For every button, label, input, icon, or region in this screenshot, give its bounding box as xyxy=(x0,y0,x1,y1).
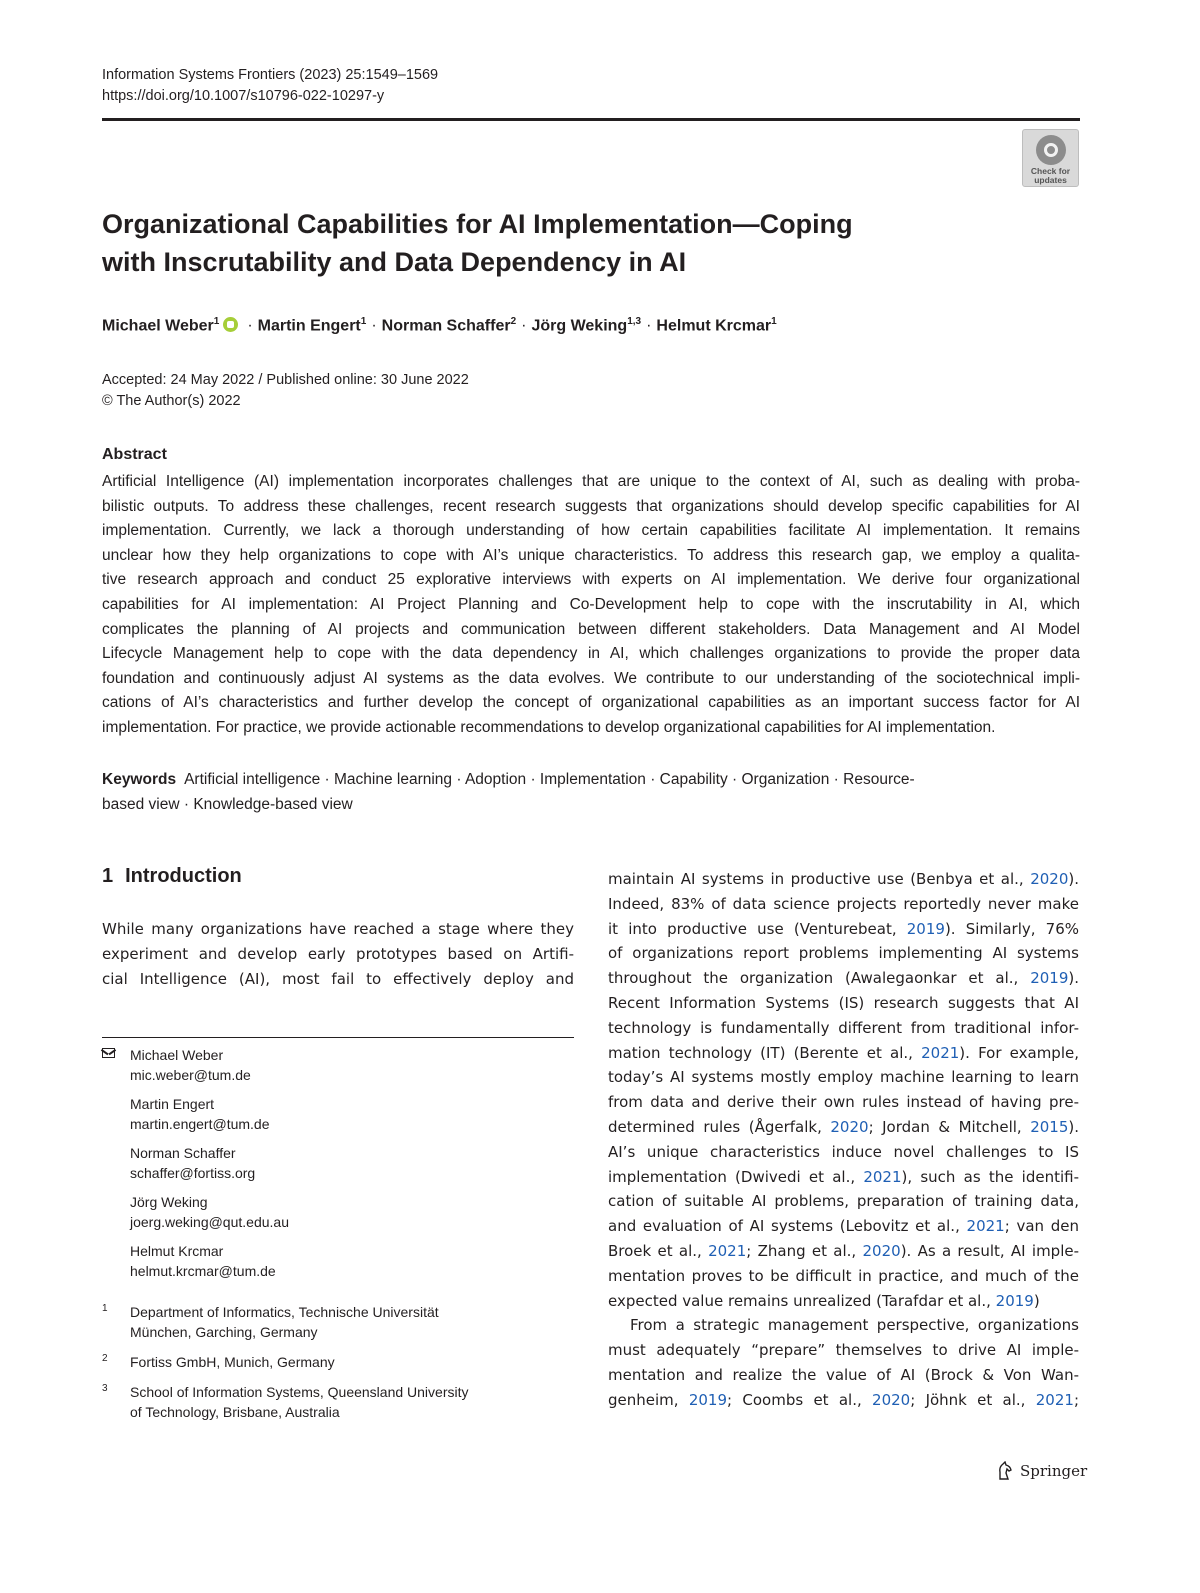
author-affiliation-mark: 1 xyxy=(213,316,220,327)
citation-year-link[interactable]: 2015 xyxy=(1030,1117,1069,1136)
citation-year-link[interactable]: 2020 xyxy=(1030,870,1069,888)
abstract-line: Lifecycle Management help to cope with the data dependency in AI, which challenges organizations to provide the proper data xyxy=(102,645,1080,663)
body-text-line: must adequately “prepare” themselves to drive AI imple- xyxy=(608,1341,1079,1360)
affiliations xyxy=(102,1302,574,1432)
abstract-line: implementation. For practice, we provide actionable recommendations to develop organizational capabilities for AI implementation. xyxy=(102,718,996,736)
body-text-line: Broek et al., 2021; Zhang et al., 2020). As a result, AI imple- xyxy=(608,1241,1080,1260)
citation-year-link[interactable]: 2019 xyxy=(906,919,945,938)
journal-header xyxy=(102,65,438,107)
publication-dates xyxy=(102,370,469,412)
affiliation xyxy=(102,1302,574,1342)
body-text-line: expected value remains unrealized (Tarafdar et al., 2019) xyxy=(608,1291,1040,1310)
contact-name: Norman Schaffer xyxy=(130,1145,236,1161)
author-list xyxy=(102,311,777,337)
abstract-heading: Abstract xyxy=(102,446,167,463)
author-contacts xyxy=(102,1045,574,1290)
citation-year-link[interactable]: 2020 xyxy=(872,1390,911,1409)
body-text-line: from data and derive their own rules instead of having pre- xyxy=(608,1093,1079,1112)
body-text-line: While many organizations have reached a stage where they xyxy=(102,920,574,938)
affiliation-number: 3 xyxy=(102,1383,108,1394)
keywords xyxy=(102,768,1080,817)
body-text-line: of organizations report problems implementing AI systems xyxy=(608,944,1079,963)
body-text-line: From a strategic management perspective, organizations xyxy=(630,1316,1079,1335)
affiliation xyxy=(102,1382,574,1422)
contact-email[interactable]: helmut.krcmar@tum.de xyxy=(130,1263,276,1279)
affiliation-line: Department of Informatics, Technische Universität xyxy=(130,1304,439,1320)
accepted-published: Accepted: 24 May 2022 / Published online: 30 June 2022 xyxy=(102,372,469,388)
body-text-line: implementation (Dwivedi et al., 2021), such as the identifi- xyxy=(608,1167,1079,1186)
citation-year-link[interactable]: 2021 xyxy=(708,1241,747,1260)
author-affiliation-mark: 1 xyxy=(360,316,367,327)
affiliation-line: School of Information Systems, Queensland University xyxy=(130,1384,469,1400)
copyright: © The Author(s) 2022 xyxy=(102,393,241,409)
orcid-icon[interactable] xyxy=(223,317,238,332)
title-line-2: with Inscrutability and Data Dependency in AI xyxy=(102,247,687,277)
abstract-line: complicates the planning of AI projects and communication between different stakeholders. Data Management and AI Model xyxy=(102,620,1080,638)
author-name[interactable]: Jörg Weking xyxy=(531,317,628,335)
affiliation-number: 2 xyxy=(102,1353,108,1364)
citation-year-link[interactable]: 2021 xyxy=(1035,1390,1074,1409)
author-contact xyxy=(102,1094,574,1134)
section-number: 1 xyxy=(102,865,114,887)
doi-link[interactable]: https://doi.org/10.1007/s10796-022-10297-y xyxy=(102,88,385,104)
keywords-label: Keywords xyxy=(102,771,177,788)
body-text-line: mentation and realize the value of AI (Brock & Von Wan- xyxy=(608,1365,1079,1384)
abstract-line: implementation. Currently, we lack a thorough understanding of how certain capabilities facilitate AI implementation. It remains xyxy=(102,522,1080,540)
abstract-line: foundation and continuously adjust AI systems as the data evolves. We contribute to our understanding of the sociotechnical impli- xyxy=(102,669,1080,687)
body-text-line: AI’s unique characteristics induce novel challenges to IS xyxy=(608,1142,1079,1161)
publisher-logo xyxy=(996,1461,1087,1481)
section-title: Introduction xyxy=(125,865,242,887)
body-text-line: technology is fundamentally different from traditional infor- xyxy=(608,1018,1079,1037)
author-contact xyxy=(102,1143,574,1183)
body-text-line: maintain AI systems in productive use (Benbya et al., 2020). xyxy=(608,870,1079,888)
article-title xyxy=(102,205,1002,281)
affiliation-line: of Technology, Brisbane, Australia xyxy=(130,1404,340,1420)
author-affiliation-mark: 2 xyxy=(510,316,517,327)
citation-year-link[interactable]: 2021 xyxy=(863,1167,902,1186)
keywords-line-2: based view · Knowledge-based view xyxy=(102,795,353,813)
contact-name: Jörg Weking xyxy=(130,1194,208,1210)
author-name[interactable]: Norman Schaffer xyxy=(381,317,511,335)
body-text-line: determined rules (Ågerfalk, 2020; Jordan & Mitchell, 2015). xyxy=(608,1117,1079,1136)
abstract-line: cations of AI’s characteristics and further develop the concept of organizational capabilities as an important success factor for AI xyxy=(102,694,1080,712)
abstract-line: unclear how they help organizations to cope with AI’s unique characteristics. To address this research gap, we employ a qualita- xyxy=(102,546,1080,564)
body-text-line: throughout the organization (Awalegaonkar et al., 2019). xyxy=(608,969,1079,988)
contact-email[interactable]: mic.weber@tum.de xyxy=(130,1067,251,1083)
publisher-name: Springer xyxy=(1020,1462,1088,1480)
abstract-line: Artificial Intelligence (AI) implementation incorporates challenges that are unique to the context of AI, such as dealing with proba- xyxy=(102,473,1080,490)
citation-year-link[interactable]: 2021 xyxy=(921,1043,960,1062)
footnote-rule xyxy=(102,1037,574,1038)
contact-name: Helmut Krcmar xyxy=(130,1243,224,1259)
author-name[interactable]: Michael Weber xyxy=(102,317,214,335)
citation-year-link[interactable]: 2021 xyxy=(966,1217,1005,1236)
body-text-line: mentation proves to be difficult in practice, and much of the xyxy=(608,1266,1079,1285)
contact-name: Martin Engert xyxy=(130,1096,215,1112)
body-text-line: Recent Information Systems (IS) research suggests that AI xyxy=(608,993,1079,1012)
abstract-line: capabilities for AI implementation: AI Project Planning and Co-Development help to cope with the inscrutability in AI, which xyxy=(102,595,1080,613)
body-text-line: genheim, 2019; Coombs et al., 2020; Jöhnk et al., 2021; xyxy=(608,1390,1079,1409)
author-separator: · xyxy=(247,317,253,335)
springer-horse-icon xyxy=(996,1461,1014,1481)
author-name[interactable]: Helmut Krcmar xyxy=(656,317,772,335)
body-text-line: today’s AI systems mostly employ machine learning to learn xyxy=(608,1068,1079,1087)
body-text-line: cial Intelligence (AI), most fail to effectively deploy and xyxy=(102,969,574,988)
author-contact xyxy=(102,1045,574,1085)
journal-citation: Information Systems Frontiers (2023) 25:1549–1569 xyxy=(102,67,439,83)
affiliation-line: München, Garching, Germany xyxy=(130,1324,318,1340)
author-contact xyxy=(102,1241,574,1281)
contact-email[interactable]: martin.engert@tum.de xyxy=(130,1116,270,1132)
author-name[interactable]: Martin Engert xyxy=(257,317,361,335)
check-for-updates-badge[interactable]: Check for updates xyxy=(1022,129,1079,187)
body-text-line: it into productive use (Venturebeat, 2019). Similarly, 76% xyxy=(608,919,1079,938)
intro-left-column xyxy=(102,917,574,991)
abstract-line: bilistic outputs. To address these challenges, recent research suggests that organizations should develop specific capabilities for AI xyxy=(102,497,1080,515)
author-separator: · xyxy=(371,317,377,335)
abstract-text xyxy=(102,470,1080,741)
author-contact xyxy=(102,1192,574,1232)
contact-email[interactable]: schaffer@fortiss.org xyxy=(130,1165,256,1181)
author-affiliation-mark: 1 xyxy=(771,316,777,327)
section-heading-introduction xyxy=(102,865,242,888)
body-text-line: experiment and develop early prototypes based on Artifi- xyxy=(102,944,574,963)
citation-year-link[interactable]: 2019 xyxy=(1030,969,1069,988)
contact-email[interactable]: joerg.weking@qut.edu.au xyxy=(130,1214,289,1230)
author-separator: · xyxy=(646,317,652,335)
header-rule xyxy=(102,118,1080,121)
intro-right-column xyxy=(608,867,1079,1413)
citation-year-link[interactable]: 2020 xyxy=(830,1117,869,1136)
citation-year-link[interactable]: 2019 xyxy=(995,1291,1034,1310)
affiliation-line: Fortiss GmbH, Munich, Germany xyxy=(130,1354,335,1370)
affiliation-number: 1 xyxy=(102,1303,108,1314)
author-separator: · xyxy=(521,317,527,335)
title-line-1: Organizational Capabilities for AI Implementation—Coping xyxy=(102,209,853,239)
citation-year-link[interactable]: 2019 xyxy=(688,1390,728,1409)
abstract-line: tive research approach and conduct 25 explorative interviews with experts on AI implementation. We derive four organizational xyxy=(102,571,1080,589)
crossmark-icon xyxy=(1036,135,1066,165)
body-text-line: Indeed, 83% of data science projects reportedly never make xyxy=(608,894,1079,913)
body-text-line: cation of suitable AI problems, preparation of training data, xyxy=(608,1192,1079,1211)
keywords-line-1: Keywords Artificial intelligence · Machine learning · Adoption · Implementation · Capability · Organization · Resource- xyxy=(102,771,915,788)
citation-year-link[interactable]: 2020 xyxy=(862,1241,901,1260)
body-text-line: mation technology (IT) (Berente et al., 2021). For example, xyxy=(608,1043,1079,1062)
contact-name: Michael Weber xyxy=(130,1047,224,1063)
email-icon xyxy=(102,1048,115,1058)
author-affiliation-mark: 1,3 xyxy=(627,316,642,327)
affiliation xyxy=(102,1352,574,1372)
body-text-line: and evaluation of AI systems (Lebovitz et al., 2021; van den xyxy=(608,1217,1079,1236)
